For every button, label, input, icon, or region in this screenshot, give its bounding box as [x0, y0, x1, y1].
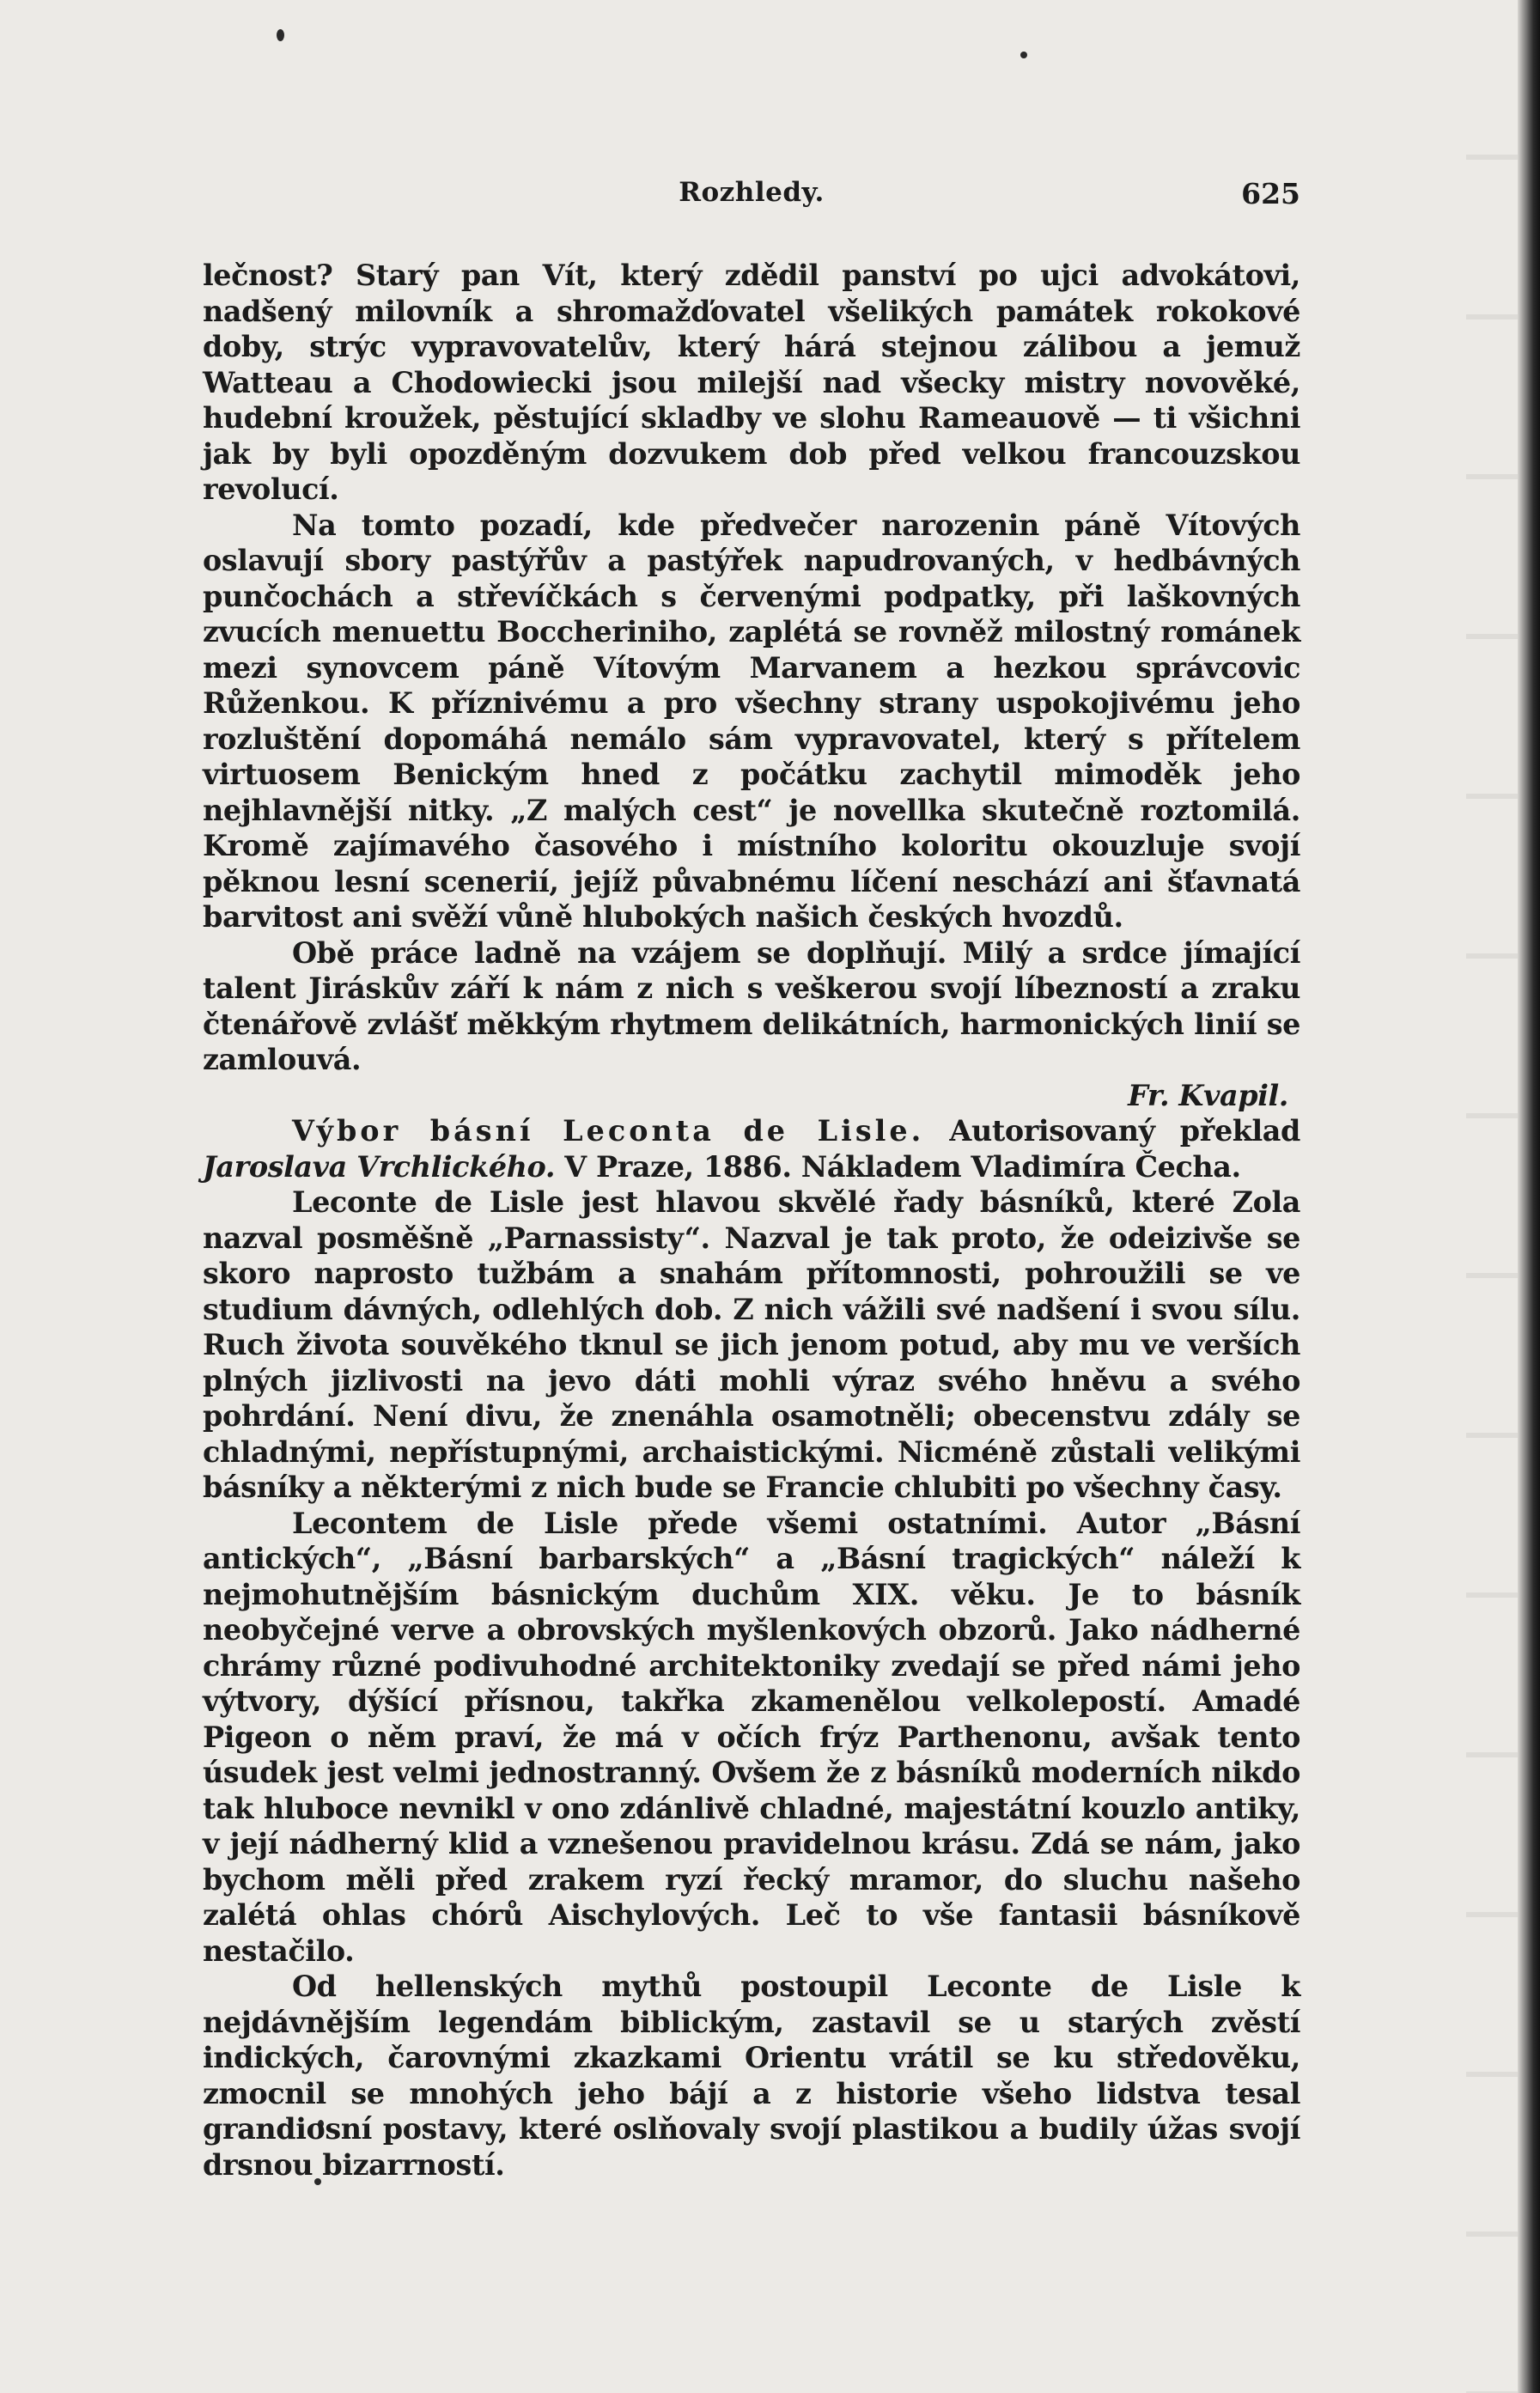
scan-speck: [1020, 52, 1027, 58]
signature: Fr. Kvapil.: [1128, 1078, 1288, 1112]
review-translator: Jaroslava Vrchlického.: [203, 1149, 556, 1184]
review-heading: [203, 1113, 1300, 1184]
review-publisher: V Praze, 1886. Nákladem Vladimíra Čecha.: [555, 1149, 1241, 1184]
scan-edge-shadow: [1518, 0, 1540, 2393]
paragraph: Od hellenských mythů postoupil Leconte de Lisle k nejdávnějším legendám biblickým, zastavil se u starých zvěstí indických, čarovnými zkazkami Orientu vrátil se ku středověku, zmocnil se mnohých jeho bájí a z historie všeho lidstva tesal grandiosní postavy, které oslňovaly svojí plastikou a budily úžas svojí drsnou bizarrností.: [203, 1970, 1300, 2182]
paragraph: Obě práce ladně na vzájem se doplňují. Milý a srdce jímající talent Jiráskův září k nám z nich s veškerou svojí líbezností a zraku čtenářově zvlášť měkkým rhytmem delikátních, harmonických linií se zamlouvá.: [203, 935, 1300, 1076]
paragraph: lečnost? Starý pan Vít, který zdědil panství po ujci advokátovi, nadšený milovník a shromažďovatel všelikých památek rokokové doby, strýc vypravovatelův, který hárá stejnou zálibou a jemuž Watteau a Chodowiecki jsou milejší nad všecky mistry novověké, hudební kroužek, pěstující skladby ve slohu Rameauově — ti všichni jak by byli opozděným dozvukem dob před velkou francouzskou revolucí.: [203, 259, 1300, 506]
scan-edge-marks: [1466, 0, 1518, 2393]
paragraph: Lecontem de Lisle přede všemi ostatními. Autor „Básní antických“, „Básní barbarských“ a „Básní tragických“ náleží k nejmohutnějším básnickým duchům XIX. věku. Je to básník neobyčejné verve a obrovských myšlenkových obzorů. Jako nádherné chrámy různé podivuhodné architektoniky zvedají se před námi jeho výtvory, dýšící přísnou, takřka zkamenělou velkolepostí. Amadé Pigeon o něm praví, že má v očích frýz Parthenonu, avšak tento úsudek jest velmi jednostranný. Ovšem že z básníků moderních nikdo tak hluboce nevnikl v ono zdánlivě chladné, majestátní kouzlo antiky, v její nádherný klid a vznešenou pravidelnou krásu. Zdá se nám, jako bychom měli před zrakem ryzí řecký mramor, do sluchu našeho zalétá ohlas chórů Aischylových. Leč to vše fantasii básníkově nestačilo.: [203, 1506, 1300, 1968]
review-intro: Autorisovaný překlad: [924, 1114, 1300, 1148]
page-body: [203, 258, 1300, 2183]
running-head: Rozhledy.: [679, 177, 825, 208]
paragraph: Na tomto pozadí, kde předvečer narozenin páně Vítových oslavují sbory pastýřův a pastýřek napudrovaných, v hedbávných punčochách a střevíčkách s červenými podpatky, při laškovných zvucích menuettu Boccheriniho, zaplétá se rovněž milostný románek mezi synovcem páně Vítovým Marvanem a hezkou správcovic Růženkou. K příznivému a pro všechny strany uspokojivému jeho rozluštění dopomáhá nemálo sám vypravovatel, který s přítelem virtuosem Benickým hned z počátku zachytil mimoděk jeho nejhlavnější nitky. „Z malých cest“ je novellka skutečně roztomilá. Kromě zajímavého časového i místního koloritu okouzluje svojí pěknou lesní scenerií, jejíž půvabnému líčení neschází ani šťavnatá barvitost ani svěží vůně hlubokých našich českých hvozdů.: [203, 508, 1300, 934]
page-header: [203, 177, 1300, 211]
paragraph: Leconte de Lisle jest hlavou skvělé řady básníků, které Zola nazval posměšně „Parnassisty“. Nazval je tak proto, že odeizivše se skoro naprosto tužbám a snahám přítomnosti, pohroužili se ve studium dávných, odlehlých dob. Z nich vážili své nadšení i svou sílu. Ruch života souvěkého tknul se jich jenom potud, aby mu ve verších plných jizlivosti na jevo dáti mohli výraz svého hněvu a svého pohrdání. Není divu, že znenáhla osamotněli; obecenstvu zdály se chladnými, nepřístupnými, archaistickými. Nicméně zůstali velikými básníky a některými z nich bude se Francie chlubiti po všechny časy.: [203, 1185, 1300, 1504]
review-title: Výbor básní Leconta de Lisle.: [292, 1114, 925, 1148]
scan-speck: [277, 29, 284, 41]
page-number: 625: [1241, 177, 1300, 210]
